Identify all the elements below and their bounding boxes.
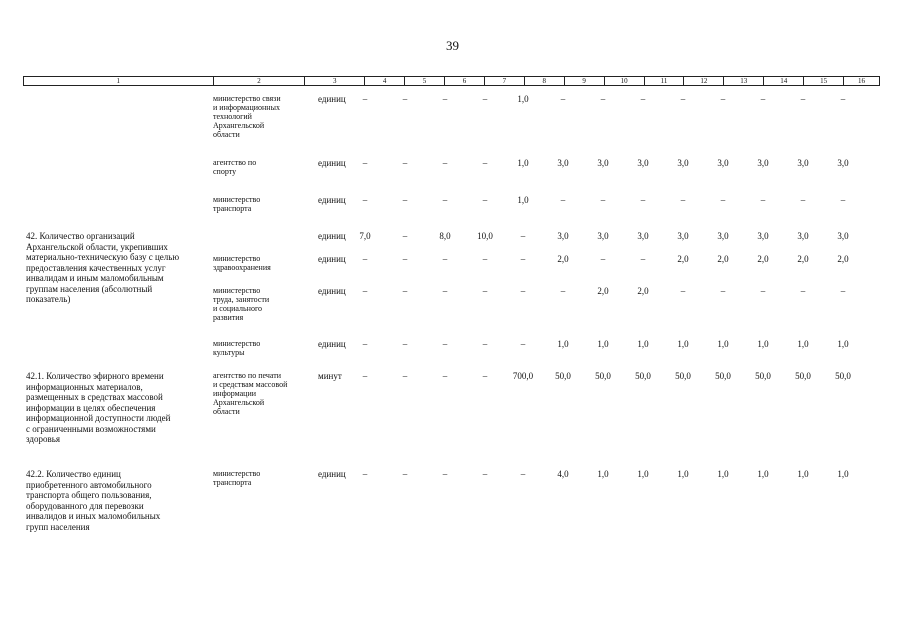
value-cell: – (680, 94, 686, 104)
value-cell: – (840, 286, 846, 296)
value-cell: – (760, 195, 766, 205)
value-cell: 50,0 (755, 371, 771, 381)
header-cell: 15 (804, 77, 844, 85)
unit-cell: единиц (318, 469, 346, 479)
header-cell: 14 (764, 77, 804, 85)
value-cell: – (680, 286, 686, 296)
value-cell: – (362, 195, 368, 205)
value-cell: – (442, 254, 448, 264)
value-cell: 2,0 (717, 254, 729, 264)
value-cell: – (600, 195, 606, 205)
value-cell: – (442, 469, 448, 479)
value-cell: 1,0 (837, 469, 849, 479)
value-cell: 50,0 (835, 371, 851, 381)
value-cell: – (482, 195, 488, 205)
value-cell: – (600, 94, 606, 104)
value-cell: 1,0 (837, 339, 849, 349)
value-cell: 3,0 (637, 231, 649, 241)
value-cell: 50,0 (675, 371, 691, 381)
value-cell: 50,0 (555, 371, 571, 381)
value-cell: – (402, 469, 408, 479)
value-cell: 2,0 (837, 254, 849, 264)
value-cell: 2,0 (757, 254, 769, 264)
value-cell: – (442, 158, 448, 168)
value-cell: – (402, 231, 408, 241)
value-cell: 3,0 (757, 231, 769, 241)
value-cell: 2,0 (797, 254, 809, 264)
value-cell: – (560, 94, 566, 104)
value-cell: – (520, 469, 526, 479)
value-cell: 1,0 (597, 469, 609, 479)
page-number: 39 (446, 38, 459, 53)
value-cell: – (402, 254, 408, 264)
value-cell: – (482, 94, 488, 104)
value-cell: – (840, 195, 846, 205)
value-cell: – (640, 94, 646, 104)
value-cell: 1,0 (757, 339, 769, 349)
header-cell: 16 (858, 77, 866, 85)
value-cell: 3,0 (597, 231, 609, 241)
value-cell: – (482, 339, 488, 349)
value-cell: 1,0 (717, 469, 729, 479)
header-cell: 1 (24, 77, 214, 85)
value-cell: – (402, 371, 408, 381)
header-cell: 10 (605, 77, 645, 85)
value-cell: – (520, 286, 526, 296)
value-cell: 3,0 (717, 158, 729, 168)
header-cell: 5 (405, 77, 445, 85)
value-cell: – (760, 94, 766, 104)
agency-cell: министерство транспорта (213, 195, 261, 213)
value-cell: 1,0 (517, 94, 529, 104)
value-cell: – (402, 94, 408, 104)
value-cell: – (800, 94, 806, 104)
value-cell: – (520, 339, 526, 349)
value-cell: 3,0 (837, 158, 849, 168)
agency-cell: министерство культуры (213, 339, 261, 357)
unit-cell: единиц (318, 94, 346, 104)
unit-cell: минут (318, 371, 342, 381)
header-cell: 6 (445, 77, 485, 85)
value-cell: – (482, 371, 488, 381)
value-cell: – (760, 286, 766, 296)
value-cell: – (800, 195, 806, 205)
value-cell: 7,0 (359, 231, 371, 241)
value-cell: – (640, 195, 646, 205)
value-cell: 8,0 (439, 231, 451, 241)
value-cell: – (560, 286, 566, 296)
indicator-cell: 42. Количество организаций Архангельской области, укрепивших материально-техническую базу с целью предоставления качественных услуг инвалидам и иным маломобильным группам населения (абсолютный показатель) (26, 231, 180, 304)
indicator-cell: 42.1. Количество эфирного времени информационных материалов, размещенных в средствах массовой информации в целях обеспечения информационной доступности людей с ограниченными возможностями здоровья (26, 371, 171, 444)
value-cell: 1,0 (597, 339, 609, 349)
value-cell: 2,0 (597, 286, 609, 296)
value-cell: – (442, 195, 448, 205)
value-cell: 50,0 (635, 371, 651, 381)
agency-cell: министерство транспорта (213, 469, 261, 487)
value-cell: – (720, 94, 726, 104)
indicator-cell: 42.2. Количество единиц приобретенного автомобильного транспорта общего пользования, оборудованного для перевозки инвалидов и иных маломобильных групп населения (26, 469, 161, 532)
value-cell: – (600, 254, 606, 264)
value-cell: 3,0 (797, 231, 809, 241)
value-cell: 3,0 (677, 158, 689, 168)
value-cell: 10,0 (477, 231, 493, 241)
value-cell: – (402, 158, 408, 168)
agency-cell: министерство связи и информационных технологий Архангельской области (213, 94, 281, 139)
value-cell: 700,0 (512, 371, 534, 381)
agency-cell: агентство по спорту (213, 158, 257, 176)
value-cell: – (442, 286, 448, 296)
value-cell: 3,0 (837, 231, 849, 241)
value-cell: – (720, 195, 726, 205)
agency-cell: агентство по печати и средствам массовой информации Архангельской области (213, 371, 288, 416)
value-cell: 4,0 (557, 469, 569, 479)
value-cell: 50,0 (595, 371, 611, 381)
value-cell: – (362, 286, 368, 296)
value-cell: 2,0 (677, 254, 689, 264)
value-cell: 1,0 (677, 469, 689, 479)
value-cell: – (442, 94, 448, 104)
value-cell: 3,0 (597, 158, 609, 168)
value-cell: – (482, 469, 488, 479)
value-cell: 1,0 (517, 158, 529, 168)
value-cell: – (362, 339, 368, 349)
value-cell: 3,0 (717, 231, 729, 241)
value-cell: – (442, 371, 448, 381)
value-cell: – (720, 286, 726, 296)
value-cell: 1,0 (637, 469, 649, 479)
value-cell: 50,0 (795, 371, 811, 381)
value-cell: – (840, 94, 846, 104)
value-cell: – (560, 195, 566, 205)
value-cell: 1,0 (797, 469, 809, 479)
header-cell: 8 (525, 77, 565, 85)
value-cell: 1,0 (677, 339, 689, 349)
value-cell: – (402, 339, 408, 349)
header-cell: 7 (485, 77, 525, 85)
value-cell: – (482, 286, 488, 296)
value-cell: 3,0 (557, 158, 569, 168)
value-cell: – (482, 254, 488, 264)
agency-cell: министерство труда, занятости и социального развития (213, 286, 270, 322)
value-cell: – (442, 339, 448, 349)
value-cell: 3,0 (557, 231, 569, 241)
value-cell: – (362, 158, 368, 168)
value-cell: – (520, 254, 526, 264)
value-cell: 1,0 (757, 469, 769, 479)
value-cell: – (362, 469, 368, 479)
header-cell: 12 (684, 77, 724, 85)
value-cell: 3,0 (677, 231, 689, 241)
value-cell: 1,0 (717, 339, 729, 349)
unit-cell: единиц (318, 339, 346, 349)
header-cell: 3 (305, 77, 365, 85)
header-cell: 9 (565, 77, 605, 85)
value-cell: – (482, 158, 488, 168)
unit-cell: единиц (318, 158, 346, 168)
value-cell: 3,0 (757, 158, 769, 168)
value-cell: 2,0 (637, 286, 649, 296)
value-cell: – (640, 254, 646, 264)
unit-cell: единиц (318, 286, 346, 296)
value-cell: – (402, 195, 408, 205)
value-cell: – (362, 94, 368, 104)
value-cell: 50,0 (715, 371, 731, 381)
value-cell: – (362, 254, 368, 264)
value-cell: – (402, 286, 408, 296)
unit-cell: единиц (318, 195, 346, 205)
agency-cell: министерство здравоохранения (213, 254, 271, 272)
value-cell: 1,0 (557, 339, 569, 349)
value-cell: 3,0 (797, 158, 809, 168)
value-cell: – (362, 371, 368, 381)
value-cell: – (680, 195, 686, 205)
header-cell: 11 (645, 77, 685, 85)
unit-cell: единиц (318, 231, 346, 241)
value-cell: 1,0 (637, 339, 649, 349)
value-cell: – (800, 286, 806, 296)
header-cell: 2 (214, 77, 306, 85)
header-cell: 4 (365, 77, 405, 85)
value-cell: – (520, 231, 526, 241)
table-header-row (23, 76, 880, 86)
value-cell: 1,0 (517, 195, 529, 205)
header-cell: 13 (724, 77, 764, 85)
value-cell: 3,0 (637, 158, 649, 168)
unit-cell: единиц (318, 254, 346, 264)
value-cell: 2,0 (557, 254, 569, 264)
value-cell: 1,0 (797, 339, 809, 349)
